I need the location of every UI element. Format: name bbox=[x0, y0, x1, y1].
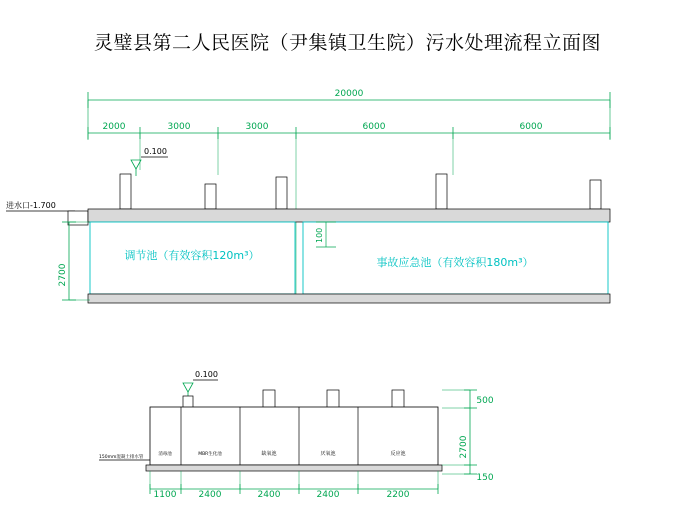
plan-riser-pipes bbox=[183, 390, 404, 408]
pipe-label: 150mm混凝土排水管 bbox=[99, 455, 144, 460]
wall-dim-label: 100 bbox=[315, 227, 324, 243]
page-title: 灵璧县第二人民医院（尹集镇卫生院）污水处理流程立面图 bbox=[93, 32, 601, 54]
plan-base-slab bbox=[146, 465, 442, 471]
tank-adjustment-label: 调节池（有效容积120m³） bbox=[124, 249, 260, 262]
plan-unit-label-4: 反应池 bbox=[390, 451, 406, 457]
plan-right-dim-2: 150 bbox=[476, 473, 494, 483]
overall-dim-label: 20000 bbox=[334, 89, 364, 99]
height-dim-label: 2700 bbox=[58, 263, 68, 287]
plan-view bbox=[99, 370, 494, 500]
level-mark-plan-label: 0.100 bbox=[195, 370, 218, 379]
plan-unit-label-0: 消毒池 bbox=[158, 452, 172, 457]
plan-bottom-dim-3: 2400 bbox=[316, 490, 340, 500]
overall-dimension bbox=[88, 89, 610, 140]
tank-bottom-slab bbox=[88, 294, 610, 303]
plan-bottom-dim-0: 1100 bbox=[153, 490, 177, 500]
segment-dim-4: 6000 bbox=[519, 122, 543, 132]
inlet-marker bbox=[6, 200, 88, 225]
tank-emergency-label: 事故应急池（有效容积180m³） bbox=[376, 256, 534, 269]
level-marker-elevation bbox=[131, 147, 168, 176]
plan-unit-label-3: 厌氧池 bbox=[320, 451, 336, 457]
tank-top-slab bbox=[88, 209, 610, 222]
level-mark-label: 0.100 bbox=[144, 147, 167, 156]
inlet-pipe-note bbox=[99, 453, 150, 460]
tank-adjustment bbox=[90, 222, 295, 294]
segment-dim-1: 3000 bbox=[167, 122, 191, 132]
riser-pipes bbox=[120, 174, 601, 209]
plan-unit-label-2: 缺氧池 bbox=[261, 451, 277, 457]
height-dimension bbox=[58, 222, 90, 300]
plan-right-dim-1: 2700 bbox=[459, 435, 469, 459]
plan-bottom-dim-1: 2400 bbox=[198, 490, 222, 500]
segment-dim-0: 2000 bbox=[102, 122, 126, 132]
inlet-label: 进水口-1.700 bbox=[6, 201, 56, 210]
plan-unit-boxes bbox=[150, 407, 438, 465]
plan-bottom-dim-4: 2200 bbox=[386, 490, 410, 500]
tank-emergency bbox=[303, 222, 608, 294]
plan-bottom-dimensions bbox=[150, 471, 438, 500]
elevation-view bbox=[6, 89, 610, 303]
plan-right-dim-0: 500 bbox=[476, 396, 494, 406]
plan-unit-label-1: MBR生化池 bbox=[198, 452, 222, 457]
level-marker-plan bbox=[183, 370, 218, 399]
plan-bottom-dim-2: 2400 bbox=[257, 490, 281, 500]
segment-dim-2: 3000 bbox=[245, 122, 269, 132]
segment-dim-3: 6000 bbox=[362, 122, 386, 132]
plan-right-dimensions bbox=[442, 390, 494, 483]
